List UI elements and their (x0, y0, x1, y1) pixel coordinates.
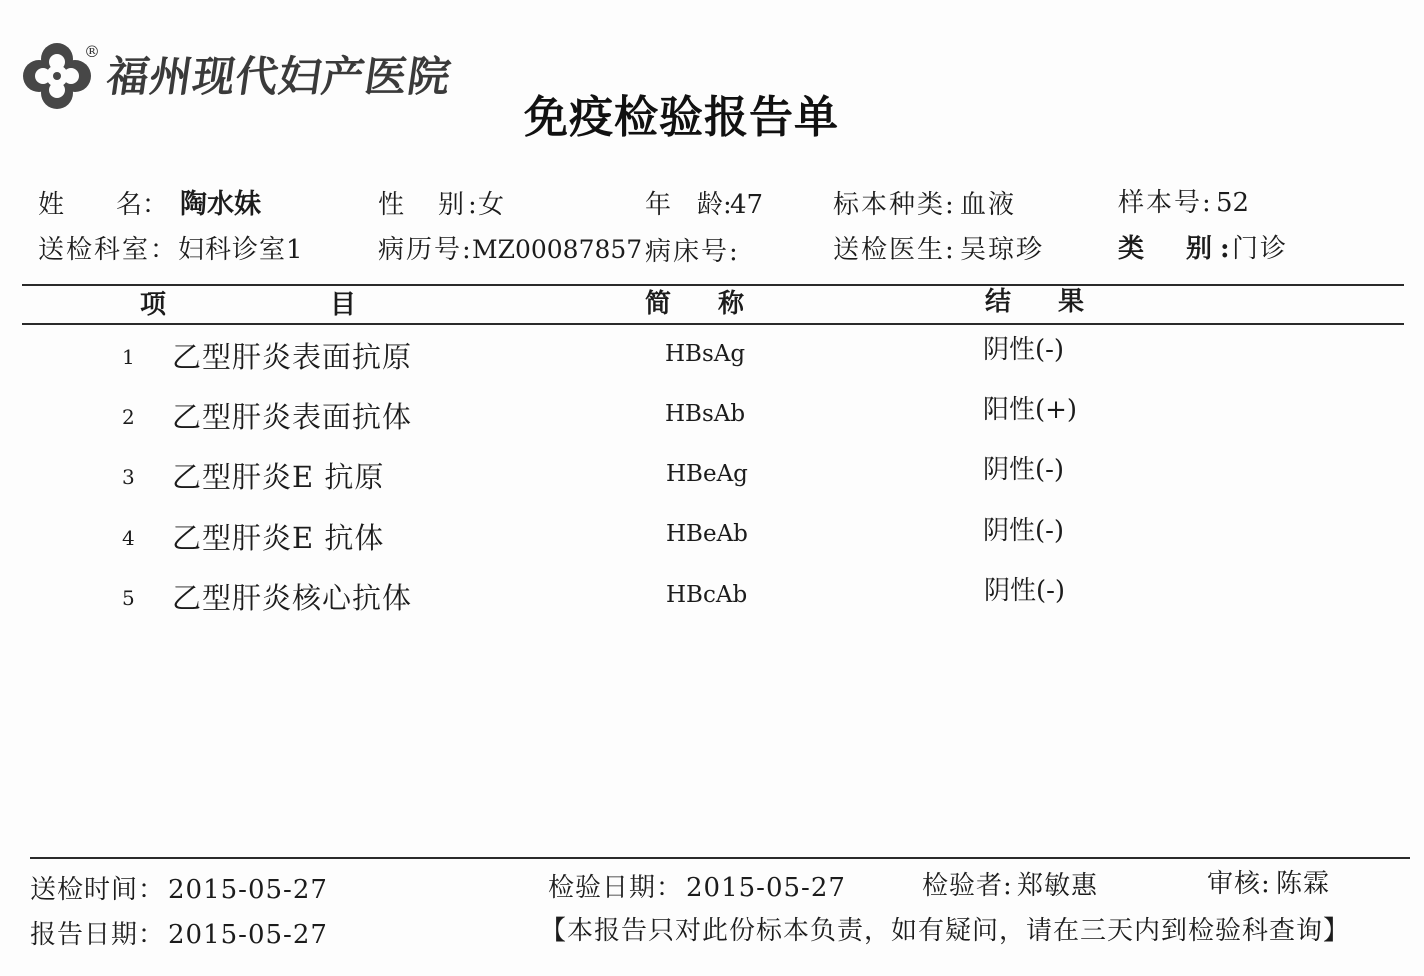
test-date-label: 检验日期： (548, 873, 684, 903)
submit-time-value: 2015-05-27 (168, 875, 328, 905)
test-item-name: 乙型肝炎表面抗体 (172, 400, 413, 434)
test-abbreviation: HBeAb (666, 521, 748, 547)
registered-mark: ® (84, 42, 100, 61)
patient-name: 陶水妹 (180, 189, 261, 220)
row-number: 3 (122, 465, 135, 489)
dept-value: 妇科诊室1 (178, 235, 304, 265)
gender-label: 性 别: (378, 190, 481, 220)
age-label: 年 龄: (645, 190, 732, 220)
col-header-result-char2: 果 (1058, 287, 1085, 317)
test-abbreviation: HBsAb (665, 401, 746, 427)
tester-label: 检验者: (922, 871, 1013, 901)
reviewer-label: 审核: (1207, 869, 1271, 899)
col-header-item-char1: 项 (140, 290, 167, 320)
test-result: 阳性(+) (983, 395, 1078, 425)
report-date-label: 报告日期： (30, 920, 166, 950)
specimen-value: 血液 (960, 190, 1017, 220)
submit-time-label: 送检时间： (30, 875, 166, 905)
dept-label: 送检科室： (38, 235, 179, 265)
gender-value: 女 (478, 190, 507, 220)
test-result: 阴性(-) (983, 455, 1065, 485)
doctor-value: 吴琼珍 (960, 235, 1045, 265)
row-number: 5 (122, 586, 135, 610)
test-result: 阴性(-) (983, 335, 1065, 365)
col-header-result-char1: 结 (985, 287, 1012, 317)
record-no-label: 病历号: (378, 235, 473, 265)
test-result: 阴性(-) (983, 516, 1065, 546)
table-header-rule (22, 323, 1404, 325)
footer-rule (30, 857, 1410, 859)
col-header-item-char2: 目 (330, 290, 357, 320)
test-abbreviation: HBeAg (666, 461, 748, 487)
sample-no-value: 52 (1216, 188, 1250, 218)
test-item-name: 乙型肝炎E 抗体 (172, 521, 385, 555)
test-item-name: 乙型肝炎表面抗原 (172, 340, 413, 374)
test-item-name: 乙型肝炎核心抗体 (172, 581, 413, 615)
test-abbreviation: HBsAg (665, 341, 746, 367)
hospital-name: 福州现代妇产医院 (103, 52, 455, 101)
table-top-rule (22, 284, 1404, 286)
report-title: 免疫检验报告单 (524, 92, 839, 143)
test-date-value: 2015-05-27 (686, 873, 846, 903)
row-number: 1 (122, 345, 135, 369)
record-no-value: MZ00087857 (472, 235, 643, 264)
sample-no-label: 样本号: (1118, 188, 1213, 218)
reviewer-name: 陈霖 (1276, 869, 1331, 899)
category-value: 门诊 (1232, 234, 1289, 264)
row-number: 4 (122, 526, 135, 550)
test-result: 阴性(-) (984, 576, 1066, 606)
patient-name-label: 姓 名： (38, 190, 169, 220)
age-value: 47 (730, 190, 764, 220)
col-header-abbr-char1: 简 (645, 289, 672, 319)
row-number: 2 (122, 405, 135, 429)
test-item-name: 乙型肝炎E 抗原 (172, 460, 385, 494)
tester-name: 郑敏惠 (1017, 871, 1099, 901)
test-abbreviation: HBcAb (666, 582, 748, 608)
disclaimer-notice: 【本报告只对此份标本负责，如有疑问，请在三天内到检验科查询】 (540, 916, 1351, 946)
hospital-flower-logo-icon (22, 42, 92, 110)
col-header-abbr-char2: 称 (718, 289, 745, 319)
specimen-label: 标本种类: (833, 190, 956, 220)
report-date-value: 2015-05-27 (168, 920, 328, 950)
bed-no-label: 病床号: (645, 237, 740, 267)
category-label: 类 别: (1118, 234, 1238, 264)
doctor-label: 送检医生: (833, 235, 956, 265)
